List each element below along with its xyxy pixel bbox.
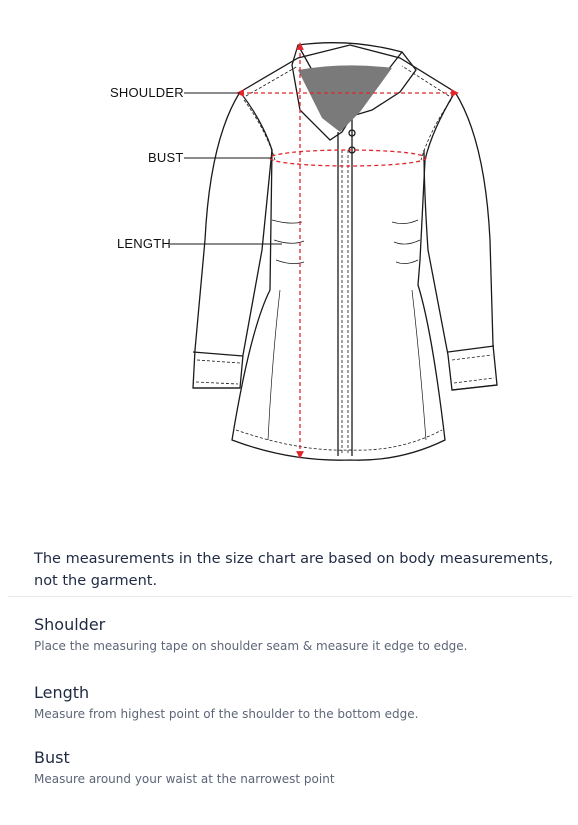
bust-callout-label: BUST — [148, 150, 184, 165]
length-callout-label: LENGTH — [117, 236, 171, 251]
measure-item-title: Shoulder — [34, 615, 106, 634]
measure-item-title: Bust — [34, 748, 70, 767]
right-sleeve — [424, 92, 497, 390]
right-cuff — [448, 346, 497, 390]
measure-item-bust — [34, 748, 564, 786]
shoulder-callout-label: SHOULDER — [110, 85, 184, 100]
measure-item-length — [34, 683, 564, 721]
measurement-note: The measurements in the size chart are based on body measurements, not the garment. — [34, 550, 554, 589]
measure-item-shoulder — [34, 615, 564, 653]
divider — [8, 596, 572, 597]
measure-item-description: Measure around your waist at the narrowest point — [34, 772, 335, 786]
measure-item-description: Place the measuring tape on shoulder seam & measure it edge to edge. — [34, 639, 468, 653]
measure-item-title: Length — [34, 683, 90, 702]
left-cuff — [193, 352, 243, 388]
left-sleeve — [193, 92, 272, 388]
placket — [338, 116, 352, 456]
measure-item-description: Measure from highest point of the shoulder to the bottom edge. — [34, 707, 419, 721]
